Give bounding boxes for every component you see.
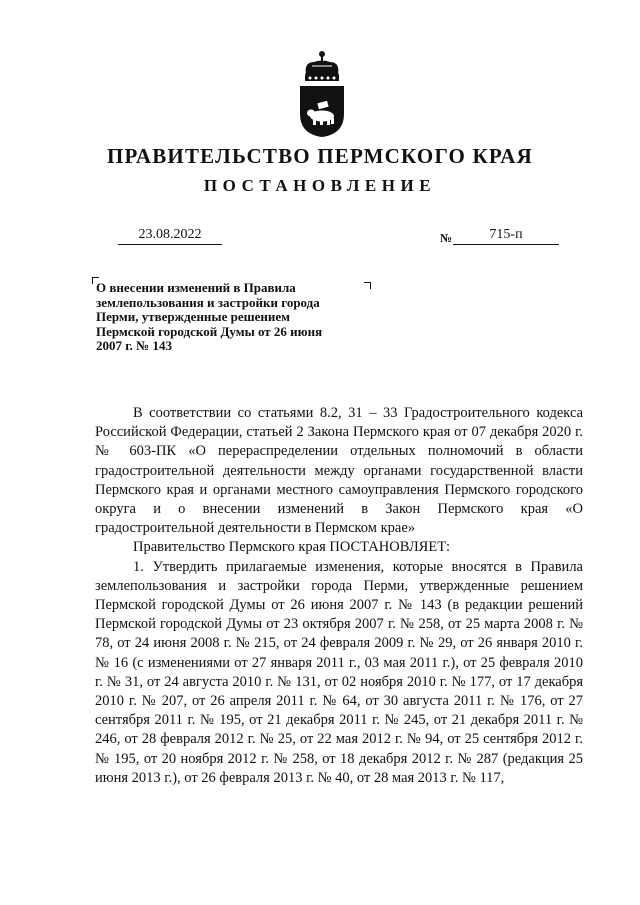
subject-line: Перми, утвержденные решением xyxy=(96,309,290,324)
resolution-paragraph: Правительство Пермского края ПОСТАНОВЛЯЕТ: xyxy=(133,539,451,556)
document-date: 23.08.2022 xyxy=(118,227,222,245)
government-title: ПРАВИТЕЛЬСТВО ПЕРМСКОГО КРАЯ xyxy=(106,144,533,168)
subject-line: 2007 г. № 143 xyxy=(96,338,173,353)
number-sign: № xyxy=(440,231,453,245)
item-1-paragraph: 1. Утвердить прилагаемые изменения, которые вносятся в Правила землепользования и застройки города Перми, утвержденные решением Пермской городской Думы от 26 июня 2007 г. № 143 (в редакции решений Пермской городской Думы от 23 октября 2007 г. № 258, от 25 марта 2008 г. № 78, от 24 июня 2008 г. № 215, от 24 февраля 2009 г. № 29, от 26 января 2010 г. № 16 (с изменениями от 27 января 2011 г., 03 мая 2011 г.), от 25 февраля 2010 г. № 31, от 24 августа 2010 г. № 131, от 02 ноября 2010 г. № 177, от 17 декабря 2010 г. № 207, от 26 апреля 2011 г. № 64, от 30 августа 2011 г. № 176, от 27 сентября 2011 г. № 195, от 21 декабря 2011 г. № 245, от 21 декабря 2011 г. № 246, от 28 февраля 2012 г. № 25, от 22 мая 2012 г. № 94, от 25 сентября 2012 г. № 195, от 20 ноября 2012 г. № 258, от 18 декабря 2012 г. № 287 (редакция 25 июня 2013 г.), от 26 февраля 2013 г. № 40, от 28 мая 2013 г. № 117, xyxy=(95,558,583,786)
subject-line: землепользования и застройки города xyxy=(96,294,320,310)
subject-line: Пермской городской Думы от 26 июня xyxy=(96,323,323,339)
document-subject xyxy=(96,281,376,354)
document-number: 715-п xyxy=(453,227,559,245)
preamble-paragraph: В соответствии со статьями 8.2, 31 – 33 Градостроительного кодекса Российской Федерации, статьей 2 Закона Пермского края от 07 декабря 2020 г. № 603-ПК «О перераспределении отдельных полномочий в области градостроительной деятельности между органами государственной власти Пермского края и органами местного самоуправления Пермского городского округа и о внесении изменений в Закон Пермского края «О градостроительной деятельности в Пермском крае» xyxy=(95,405,583,537)
coat-of-arms-icon xyxy=(296,50,348,138)
document-body xyxy=(95,404,583,788)
crown-icon xyxy=(305,51,339,81)
document-type-title: ПОСТАНОВЛЕНИЕ xyxy=(203,176,437,195)
subject-line: О внесении изменений в Правила xyxy=(96,280,296,295)
